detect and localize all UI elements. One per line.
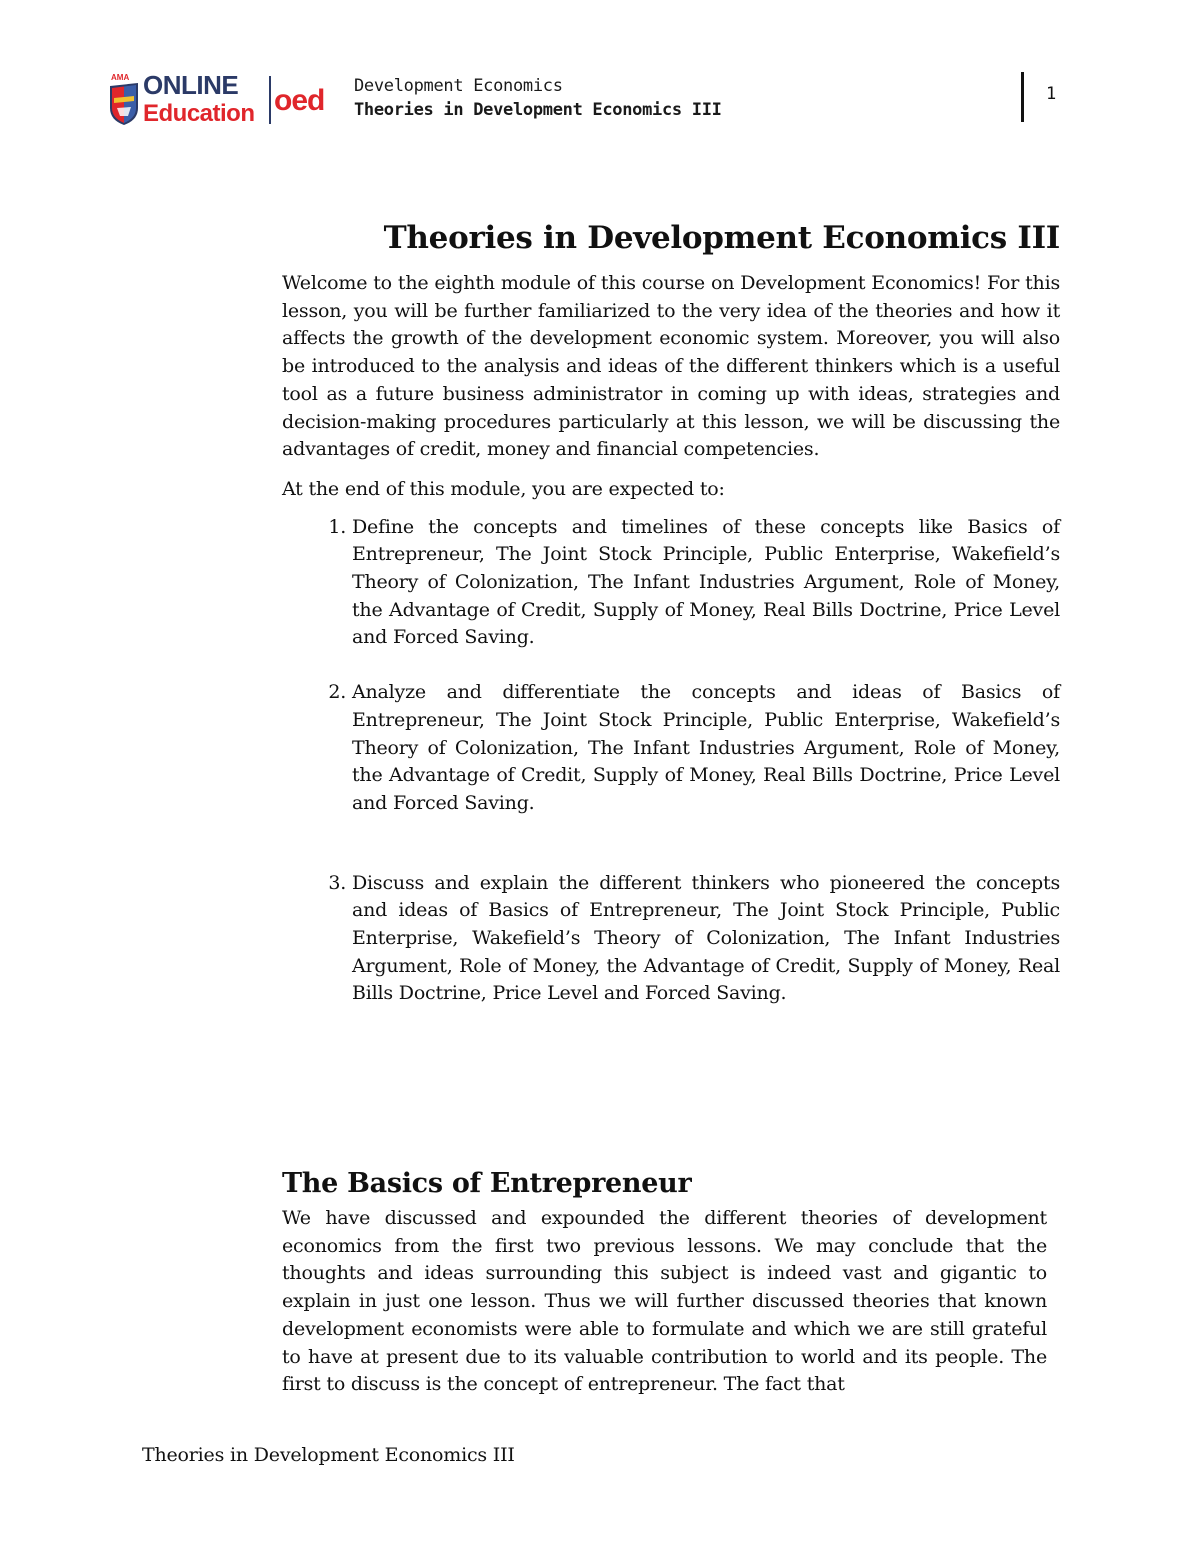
objectives-list [282, 514, 1060, 1009]
page-number: 1 [1046, 84, 1057, 104]
document-title: Theories in Development Economics III [383, 220, 1060, 256]
svg-text:ONLINE: ONLINE [143, 70, 239, 100]
header-module: Theories in Development Economics III [354, 100, 722, 120]
page-footer: Theories in Development Economics III [142, 1444, 515, 1466]
objective-item: 3. Discuss and explain the different thinkers who pioneered the concepts and ideas of Basics of Entrepreneur, The Joint Stock Principle, Public Enterprise, Wakefield’s Theory of Colonization, The Infant Industries Argument, Role of Money, the Advantage of Credit, Supply of Money, Real Bills Doctrine, Price Level and Forced Saving. [352, 870, 1060, 1009]
header-course: Development Economics [354, 76, 563, 96]
svg-text:oed: oed [274, 84, 325, 117]
header-course-info [354, 74, 722, 122]
online-education-logo [108, 70, 348, 126]
svg-text:AMA: AMA [111, 73, 130, 82]
section-paragraph: We have discussed and expounded the different theories of development economics from the first two previous lessons. We may conclude that the thoughts and ideas surrounding this subject is indeed vast and gigantic to explain in just one lesson. Thus we will further discussed theories that known development economists were able to formulate and which we are still grateful to have at present due to its valuable contribution to world and its people. The first to discuss is the concept of entrepreneur. The fact that [282, 1207, 1047, 1396]
objective-item: 2. Analyze and differentiate the concepts and ideas of Basics of Entrepreneur, The Joint Stock Principle, Public Enterprise, Wakefield’s Theory of Colonization, The Infant Industries Argument, Role of Money, the Advantage of Credit, Supply of Money, Real Bills Doctrine, Price Level and Forced Saving. [352, 679, 1060, 818]
section-title: The Basics of Entrepreneur [282, 1168, 692, 1199]
objectives-lead: At the end of this module, you are expected to: [282, 477, 725, 500]
main-content [282, 220, 1060, 1008]
page-header [108, 70, 1088, 130]
intro-paragraph: Welcome to the eighth module of this course on Development Economics! For this lesson, you will be further familiarized to the very idea of the theories and how it affects the growth of the development economic system. Moreover, you will also be introduced to the analysis and ideas of the different thinkers which is a useful tool as a future business administrator in coming up with ideas, strategies and decision-making procedures particularly at this lesson, we will be discussing the advantages of credit, money and financial competencies. [282, 272, 1060, 461]
objective-item: 1. Define the concepts and timelines of these concepts like Basics of Entrepreneur, The Joint Stock Principle, Public Enterprise, Wakefield’s Theory of Colonization, The Infant Industries Argument, Role of Money, the Advantage of Credit, Supply of Money, Real Bills Doctrine, Price Level and Forced Saving. [352, 514, 1060, 653]
header-divider [1021, 72, 1024, 122]
svg-text:Education: Education [143, 100, 255, 126]
